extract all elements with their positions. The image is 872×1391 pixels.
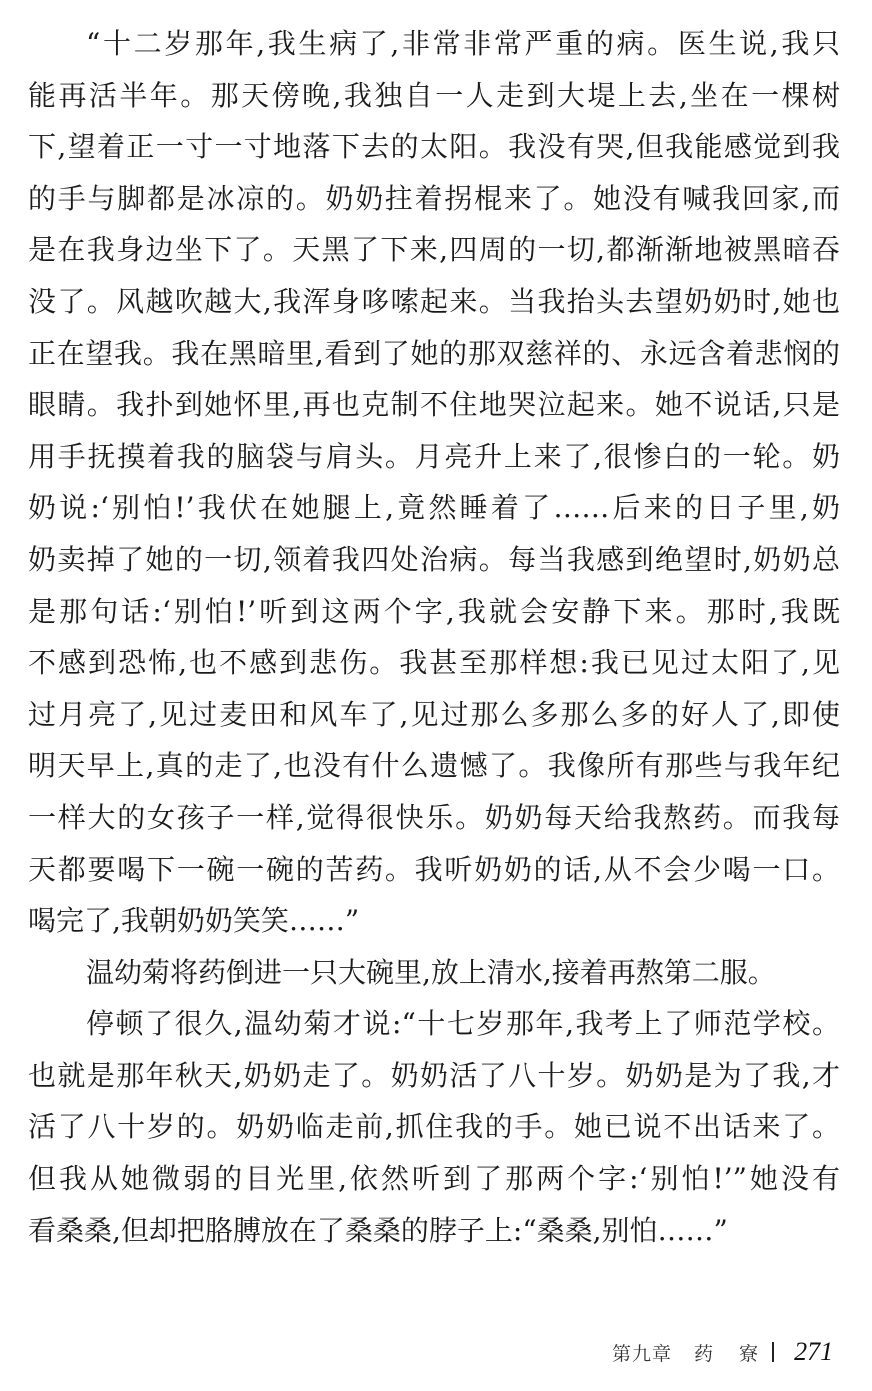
text-line: 是在我身边坐下了。天黑了下来,四周的一切,都渐渐地被黑暗吞 [28,233,840,267]
text-line: 能再活半年。那天傍晚,我独自一人走到大堤上去,坐在一棵树 [28,78,840,112]
text-line: “十二岁那年,我生病了,非常非常严重的病。医生说,我只 [86,27,840,60]
text-line: 奶说:‘别怕!’我伏在她腿上,竟然睡着了……后来的日子里,奶 [28,491,840,525]
page-number: 271 [794,1337,834,1366]
text-line: 天都要喝下一碗一碗的苦药。我听奶奶的话,从不会少喝一口。 [28,852,840,886]
text-line: 喝完了,我朝奶奶笑笑……” [28,904,360,938]
paragraph-3 [28,1002,840,1260]
text-line: 的手与脚都是冰凉的。奶奶拄着拐棍来了。她没有喊我回家,而 [28,181,840,215]
text-line: 用手抚摸着我的脑袋与肩头。月亮升上来了,很惨白的一轮。奶 [28,439,840,473]
text-line: 眼睛。我扑到她怀里,再也克制不住地哭泣起来。她不说话,只是 [28,388,840,422]
text-line: 不感到恐怖,也不感到悲伤。我甚至那样想:我已见过太阳了,见 [28,646,840,680]
text-line: 奶卖掉了她的一切,领着我四处治病。每当我感到绝望时,奶奶总 [28,542,840,576]
text-line: 温幼菊将药倒进一只大碗里,放上清水,接着再熬第二服。 [86,955,776,989]
text-line: 停顿了很久,温幼菊才说:“十七岁那年,我考上了师范学校。 [86,1007,840,1041]
text-line: 下,望着正一寸一寸地落下去的太阳。我没有哭,但我能感觉到我 [28,130,840,164]
text-line: 一样大的女孩子一样,觉得很快乐。奶奶每天给我熬药。而我每 [28,800,840,834]
text-line: 正在望我。我在黑暗里,看到了她的那双慈祥的、永远含着悲悯的 [28,336,840,370]
paragraph-2 [28,951,840,1003]
chapter-label: 第九章 [612,1342,673,1365]
text-line: 明天早上,真的走了,也没有什么遗憾了。我像所有那些与我年纪 [28,749,840,783]
chapter-title: 药 寮 [694,1342,769,1365]
text-line: 过月亮了,见过麦田和风车了,见过那么多那么多的好人了,即使 [28,697,840,731]
paragraph-1 [28,22,840,951]
text-line: 但我从她微弱的目光里,依然听到了那两个字:‘别怕!’”她没有 [28,1162,840,1196]
footer-divider [772,1342,774,1362]
text-line: 也就是那年秋天,奶奶走了。奶奶活了八十岁。奶奶是为了我,才 [28,1058,840,1092]
book-page-body [28,22,840,1260]
text-line: 活了八十岁的。奶奶临走前,抓住我的手。她已说不出话来了。 [28,1110,840,1144]
page-footer [612,1334,852,1370]
text-line: 是那句话:‘别怕!’听到这两个字,我就会安静下来。那时,我既 [28,594,840,628]
text-line: 看桑桑,但却把胳膊放在了桑桑的脖子上:“桑桑,别怕……” [28,1213,728,1247]
text-line: 没了。风越吹越大,我浑身哆嗦起来。当我抬头去望奶奶时,她也 [28,284,840,318]
